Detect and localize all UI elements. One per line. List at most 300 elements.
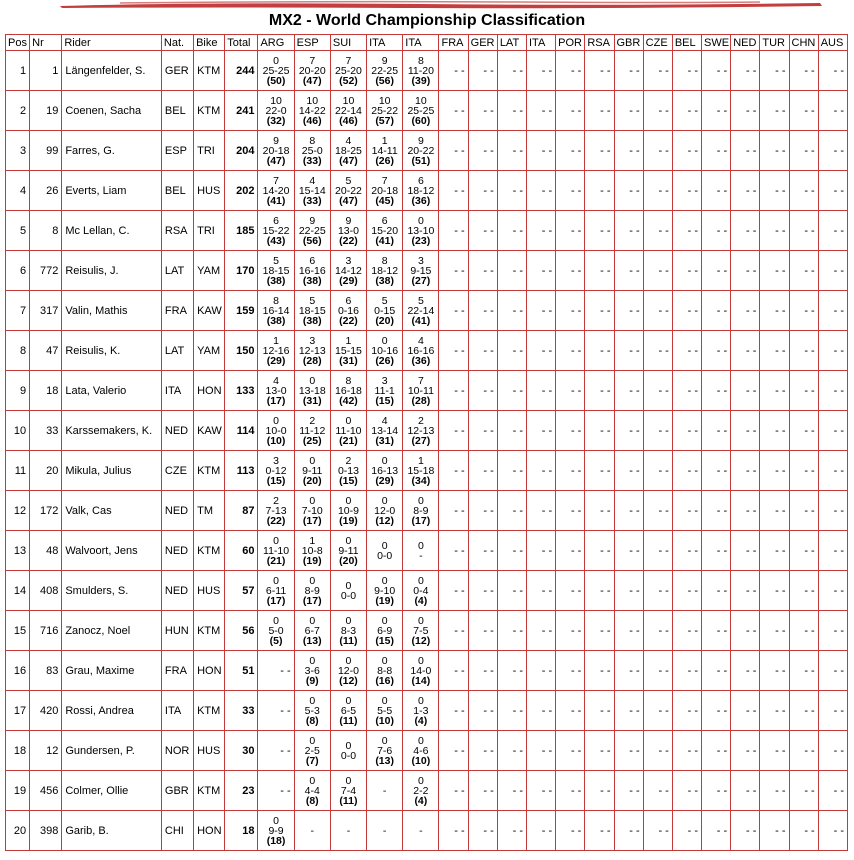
gp-result-cell: - -: [526, 411, 555, 451]
gp-pts: (57): [375, 114, 394, 127]
gp-motos: 0-16: [337, 304, 359, 317]
position-cell: 11: [6, 451, 30, 491]
gp-pts: (31): [339, 354, 358, 367]
gp-result-cell: - -: [672, 611, 701, 651]
gp-result-cell: [294, 51, 330, 91]
gp-result-cell: - -: [789, 731, 818, 771]
total-cell: 133: [225, 371, 258, 411]
nationality-cell: HUN: [161, 611, 193, 651]
gp-result-cell: - -: [439, 91, 468, 131]
gp-result-cell: - -: [702, 531, 731, 571]
table-row: [6, 51, 848, 91]
gp-result-cell: - -: [556, 371, 585, 411]
number-cell: 8: [30, 211, 62, 251]
gp-result-cell: - -: [556, 411, 585, 451]
gp-result-cell: [330, 811, 366, 851]
nationality-cell: GER: [161, 51, 193, 91]
gp-result-cell: - -: [672, 571, 701, 611]
gp-result-cell: [403, 571, 439, 611]
gp-result-cell: - -: [643, 171, 672, 211]
gp-motos: 15-15: [335, 344, 362, 357]
gp-pts: (10): [411, 754, 431, 767]
table-row: [6, 251, 848, 291]
gp-motos: 4-6: [413, 744, 429, 757]
gp-pts: (15): [339, 474, 358, 487]
nationality-cell: ITA: [161, 371, 193, 411]
table-row: [6, 531, 848, 571]
gp-result-cell: [403, 771, 439, 811]
gp-result-cell: [258, 411, 294, 451]
gp-bonus: 0: [345, 494, 352, 507]
gp-result-cell: - -: [760, 811, 789, 851]
column-header: GER: [468, 35, 497, 51]
gp-result-cell: [403, 91, 439, 131]
position-cell: 8: [6, 331, 30, 371]
gp-result-cell: - -: [585, 651, 614, 691]
gp-pts: (12): [375, 514, 394, 527]
gp-result-cell: - -: [585, 211, 614, 251]
gp-result-cell: - -: [556, 491, 585, 531]
gp-result-cell: [403, 171, 439, 211]
gp-result-cell: - -: [468, 531, 497, 571]
gp-result-cell: - -: [760, 371, 789, 411]
gp-result-cell: [330, 491, 366, 531]
gp-result-cell: [330, 131, 366, 171]
gp-motos: 7-13: [265, 504, 287, 517]
gp-bonus: 2: [273, 494, 279, 507]
gp-result-cell: - -: [789, 371, 818, 411]
gp-bonus: 0: [345, 579, 352, 592]
gp-result-cell: - -: [585, 811, 614, 851]
total-cell: 241: [225, 91, 258, 131]
number-cell: 99: [30, 131, 62, 171]
gp-pts: (15): [375, 634, 394, 647]
column-header: LAT: [497, 35, 526, 51]
gp-result-cell: - -: [643, 411, 672, 451]
position-cell: 4: [6, 171, 30, 211]
gp-result-cell: - -: [789, 651, 818, 691]
gp-result-cell: [367, 491, 403, 531]
gp-result-cell: [294, 131, 330, 171]
gp-result-cell: [367, 651, 403, 691]
gp-pts: (19): [339, 514, 358, 527]
gp-result-cell: [294, 411, 330, 451]
nationality-cell: GBR: [161, 771, 193, 811]
gp-result-cell: [403, 451, 439, 491]
gp-result-cell: - -: [526, 171, 555, 211]
gp-pts: (47): [339, 194, 358, 207]
gp-result-cell: - -: [789, 171, 818, 211]
gp-pts: (22): [339, 234, 358, 247]
gp-motos: 7-5: [413, 624, 429, 637]
gp-result-cell: - -: [585, 291, 614, 331]
gp-motos: 14-11: [371, 144, 398, 157]
gp-result-cell: - -: [760, 131, 789, 171]
gp-result-cell: - -: [789, 251, 818, 291]
gp-result-cell: - -: [672, 331, 701, 371]
gp-result-cell: - -: [497, 451, 526, 491]
gp-motos: -: [382, 824, 387, 837]
nationality-cell: FRA: [161, 651, 193, 691]
total-cell: 30: [225, 731, 258, 771]
gp-bonus: 0: [381, 654, 388, 667]
gp-result-cell: - -: [643, 811, 672, 851]
gp-pts: (43): [266, 234, 286, 247]
gp-result-cell: - -: [731, 331, 760, 371]
gp-result-cell: - -: [731, 211, 760, 251]
gp-result-cell: [258, 331, 294, 371]
gp-result-cell: - -: [497, 131, 526, 171]
gp-motos: -: [346, 824, 351, 837]
gp-pts: (4): [414, 714, 428, 727]
gp-result-cell: - -: [614, 651, 643, 691]
gp-result-cell: - -: [497, 251, 526, 291]
gp-result-cell: [294, 771, 330, 811]
gp-result-cell: - -: [760, 171, 789, 211]
gp-result-cell: - -: [818, 691, 847, 731]
gp-result-cell: - -: [468, 811, 497, 851]
gp-result-cell: [294, 91, 330, 131]
number-cell: 772: [30, 251, 62, 291]
gp-pts: (18): [266, 834, 286, 847]
number-cell: 716: [30, 611, 62, 651]
total-cell: 113: [225, 451, 258, 491]
gp-pts: (21): [266, 554, 286, 567]
gp-motos: 13-14: [371, 424, 399, 437]
gp-result-cell: [403, 371, 439, 411]
gp-result-cell: - -: [731, 91, 760, 131]
total-cell: 57: [225, 571, 258, 611]
table-row: [6, 571, 848, 611]
gp-result-cell: - -: [672, 691, 701, 731]
column-header: FRA: [439, 35, 468, 51]
gp-result-cell: - -: [672, 411, 701, 451]
column-header: CZE: [643, 35, 672, 51]
number-cell: 12: [30, 731, 62, 771]
gp-result-cell: - -: [789, 611, 818, 651]
gp-result-cell: - -: [526, 451, 555, 491]
gp-result-cell: - -: [556, 51, 585, 91]
gp-result-cell: [367, 771, 403, 811]
gp-result-cell: - -: [497, 771, 526, 811]
bike-cell: TM: [194, 491, 225, 531]
rider-cell: Gundersen, P.: [62, 731, 162, 771]
gp-result-cell: - -: [468, 651, 497, 691]
gp-result-cell: - -: [585, 91, 614, 131]
gp-result-cell: - -: [818, 731, 847, 771]
gp-pts: (60): [411, 114, 431, 127]
rider-cell: Lata, Valerio: [62, 371, 162, 411]
nationality-cell: LAT: [161, 331, 193, 371]
column-header: POR: [556, 35, 585, 51]
gp-pts: (36): [411, 194, 431, 207]
position-cell: 15: [6, 611, 30, 651]
gp-result-cell: - -: [789, 51, 818, 91]
bike-cell: HUS: [194, 171, 225, 211]
gp-result-cell: - -: [818, 451, 847, 491]
gp-result-cell: - -: [789, 291, 818, 331]
gp-result-cell: - -: [702, 571, 731, 611]
gp-pts: (17): [302, 514, 322, 527]
gp-result-cell: - -: [672, 291, 701, 331]
number-cell: 1: [30, 51, 62, 91]
gp-bonus: 4: [417, 334, 424, 347]
gp-bonus: 0: [309, 574, 316, 587]
gp-result-cell: [403, 131, 439, 171]
gp-result-cell: [330, 91, 366, 131]
gp-motos: 9-9: [268, 824, 284, 837]
nationality-cell: FRA: [161, 291, 193, 331]
gp-result-cell: - -: [439, 451, 468, 491]
gp-result-cell: - -: [818, 371, 847, 411]
gp-result-cell: [330, 371, 366, 411]
number-cell: 420: [30, 691, 62, 731]
gp-result-cell: - -: [789, 771, 818, 811]
gp-bonus: 0: [345, 654, 352, 667]
gp-pts: (19): [375, 594, 394, 607]
gp-result-cell: - -: [643, 571, 672, 611]
gp-bonus: 0: [345, 739, 352, 752]
gp-result-cell: [294, 571, 330, 611]
gp-pts: (33): [302, 154, 322, 167]
gp-motos: 20-22: [407, 144, 435, 157]
gp-motos: 25-25: [262, 64, 290, 77]
gp-result-cell: - -: [526, 491, 555, 531]
gp-result-cell: - -: [789, 211, 818, 251]
gp-bonus: 3: [309, 334, 316, 347]
gp-result-cell: - -: [731, 691, 760, 731]
gp-pts: (38): [302, 314, 322, 327]
gp-result-cell: - -: [818, 811, 847, 851]
gp-pts: (32): [266, 114, 286, 127]
gp-result-cell: [367, 171, 403, 211]
gp-result-cell: [294, 251, 330, 291]
gp-result-cell: - -: [818, 51, 847, 91]
gp-pts: (13): [375, 754, 394, 767]
gp-pts: (52): [339, 74, 358, 87]
gp-result-cell: - -: [818, 571, 847, 611]
gp-pts: (29): [266, 354, 286, 367]
gp-result-cell: - -: [760, 211, 789, 251]
gp-result-cell: - -: [702, 491, 731, 531]
gp-result-cell: - -: [468, 491, 497, 531]
gp-motos: 12-0: [337, 664, 359, 677]
gp-result-cell: [258, 531, 294, 571]
gp-result-cell: - -: [468, 731, 497, 771]
gp-result-cell: - -: [702, 291, 731, 331]
gp-result-cell: [258, 491, 294, 531]
table-row: [6, 651, 848, 691]
gp-result-cell: - -: [556, 211, 585, 251]
gp-pts: (41): [411, 314, 431, 327]
gp-result-cell: - -: [760, 331, 789, 371]
gp-result-cell: - -: [731, 251, 760, 291]
gp-result-cell: [330, 291, 366, 331]
gp-motos: 22-25: [371, 64, 399, 77]
gp-motos: 0-0: [340, 749, 357, 762]
gp-result-cell: - -: [672, 251, 701, 291]
nationality-cell: LAT: [161, 251, 193, 291]
gp-result-cell: - -: [702, 131, 731, 171]
gp-result-cell: - -: [643, 651, 672, 691]
gp-motos: 8-9: [413, 504, 429, 517]
gp-result-cell: - -: [556, 91, 585, 131]
gp-bonus: 1: [381, 134, 388, 147]
nationality-cell: BEL: [161, 171, 193, 211]
gp-result-cell: - -: [672, 371, 701, 411]
column-header: Nr: [30, 35, 62, 51]
gp-result-cell: [330, 211, 366, 251]
gp-result-cell: [258, 611, 294, 651]
gp-result-cell: - -: [439, 611, 468, 651]
gp-result-cell: - -: [643, 691, 672, 731]
bike-cell: KTM: [194, 691, 225, 731]
gp-motos: 18-25: [335, 144, 362, 157]
gp-result-cell: - -: [672, 731, 701, 771]
gp-result-cell: [367, 691, 403, 731]
gp-pts: (13): [302, 634, 322, 647]
gp-result-cell: - -: [585, 491, 614, 531]
gp-result-cell: [330, 691, 366, 731]
gp-result-cell: [403, 211, 439, 251]
gp-bonus: 5: [345, 174, 352, 187]
gp-result-cell: - -: [643, 131, 672, 171]
gp-bonus: 0: [417, 539, 424, 552]
column-header: AUS: [818, 35, 847, 51]
gp-result-cell: - -: [614, 771, 643, 811]
gp-result-cell: - -: [614, 211, 643, 251]
nationality-cell: CHI: [161, 811, 193, 851]
gp-result-cell: - -: [702, 611, 731, 651]
gp-bonus: 0: [417, 494, 424, 507]
gp-result-cell: - -: [643, 771, 672, 811]
gp-result-cell: - -: [439, 251, 468, 291]
gp-result-cell: - -: [818, 771, 847, 811]
rider-cell: Zanocz, Noel: [62, 611, 162, 651]
gp-result-cell: - -: [643, 731, 672, 771]
gp-result-cell: - -: [497, 731, 526, 771]
gp-motos: 3-6: [304, 664, 320, 677]
position-cell: 10: [6, 411, 30, 451]
gp-motos: 20-22: [335, 184, 362, 197]
gp-motos: 14-20: [262, 184, 290, 197]
gp-pts: (28): [411, 394, 431, 407]
nationality-cell: NED: [161, 491, 193, 531]
gp-result-cell: - -: [526, 571, 555, 611]
gp-result-cell: - -: [614, 731, 643, 771]
gp-pts: (45): [375, 194, 394, 207]
gp-pts: (41): [375, 234, 394, 247]
gp-result-cell: - -: [526, 651, 555, 691]
position-cell: 3: [6, 131, 30, 171]
gp-result-cell: [258, 811, 294, 851]
rider-cell: Karssemakers, K.: [62, 411, 162, 451]
table-row: [6, 811, 848, 851]
gp-result-cell: - -: [556, 131, 585, 171]
gp-result-cell: - -: [585, 51, 614, 91]
gp-motos: 9-11: [338, 544, 359, 557]
gp-result-cell: - -: [614, 691, 643, 731]
gp-result-cell: [294, 331, 330, 371]
rider-cell: Reisulis, J.: [62, 251, 162, 291]
gp-bonus: 9: [309, 214, 316, 227]
gp-bonus: 7: [309, 54, 316, 67]
gp-result-cell: [330, 251, 366, 291]
gp-bonus: 4: [345, 134, 352, 147]
gp-result-cell: - -: [614, 811, 643, 851]
gp-result-cell: - -: [672, 451, 701, 491]
gp-bonus: 8: [345, 374, 352, 387]
gp-motos: 2-2: [413, 784, 429, 797]
gp-result-cell: [367, 251, 403, 291]
gp-motos: 20-18: [262, 144, 290, 157]
number-cell: 172: [30, 491, 62, 531]
gp-bonus: 8: [381, 254, 388, 267]
gp-result-cell: - -: [258, 651, 294, 691]
gp-result-cell: - -: [672, 771, 701, 811]
gp-pts: (15): [375, 394, 394, 407]
position-cell: 13: [6, 531, 30, 571]
number-cell: 19: [30, 91, 62, 131]
column-header: Bike: [194, 35, 225, 51]
gp-bonus: 0: [309, 774, 316, 787]
gp-result-cell: [330, 611, 366, 651]
gp-pts: (17): [266, 394, 286, 407]
gp-result-cell: - -: [439, 691, 468, 731]
gp-result-cell: - -: [672, 51, 701, 91]
gp-result-cell: - -: [760, 491, 789, 531]
gp-result-cell: - -: [526, 91, 555, 131]
gp-result-cell: - -: [585, 411, 614, 451]
gp-result-cell: - -: [760, 291, 789, 331]
gp-result-cell: - -: [497, 571, 526, 611]
gp-result-cell: [403, 411, 439, 451]
gp-pts: (56): [375, 74, 394, 87]
gp-result-cell: - -: [556, 531, 585, 571]
gp-bonus: 5: [417, 294, 424, 307]
gp-bonus: 5: [309, 294, 316, 307]
table-row: [6, 91, 848, 131]
gp-result-cell: - -: [526, 611, 555, 651]
gp-motos: 13-0: [265, 384, 287, 397]
rider-cell: Smulders, S.: [62, 571, 162, 611]
gp-result-cell: - -: [439, 131, 468, 171]
gp-result-cell: [330, 51, 366, 91]
gp-motos: 16-16: [298, 264, 326, 277]
gp-motos: 12-13: [407, 424, 435, 437]
gp-result-cell: [330, 571, 366, 611]
total-cell: 150: [225, 331, 258, 371]
column-header: NED: [731, 35, 760, 51]
gp-result-cell: [367, 331, 403, 371]
gp-result-cell: - -: [468, 771, 497, 811]
gp-bonus: 0: [381, 454, 388, 467]
gp-result-cell: - -: [731, 51, 760, 91]
gp-pts: (38): [302, 274, 322, 287]
gp-result-cell: - -: [702, 251, 731, 291]
bike-cell: KTM: [194, 451, 225, 491]
total-cell: 56: [225, 611, 258, 651]
gp-result-cell: - -: [526, 291, 555, 331]
gp-bonus: 3: [417, 254, 424, 267]
gp-result-cell: - -: [731, 371, 760, 411]
gp-result-cell: - -: [614, 331, 643, 371]
rider-cell: Walvoort, Jens: [62, 531, 162, 571]
gp-motos: 12-16: [262, 344, 290, 357]
gp-motos: 5-0: [268, 624, 284, 637]
total-cell: 170: [225, 251, 258, 291]
gp-result-cell: - -: [643, 51, 672, 91]
